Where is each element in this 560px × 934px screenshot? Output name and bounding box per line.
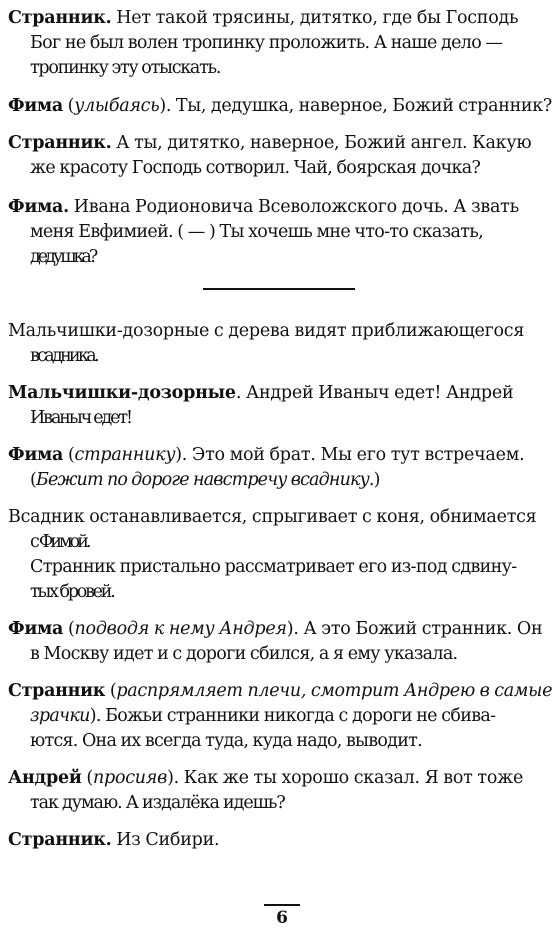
- text-segment: меня Евфимией. ( — ) Ты хочешь мне что-то сказать,: [30, 222, 483, 242]
- text-line: [8, 381, 552, 406]
- text-line: [8, 679, 552, 704]
- text-segment: Странник пристально рассматривает его из-под сдвину-: [30, 557, 517, 577]
- text-segment: ). Как же ты хорошо сказал. Я вот тоже: [167, 768, 524, 788]
- text-segment: с Фимой.: [30, 532, 89, 552]
- text-segment: Иваныч едет!: [30, 408, 131, 428]
- dialogue-fima-4: [8, 617, 552, 667]
- text-line: [8, 6, 552, 31]
- stage-remark: Бежит по дороге навстречу всаднику.: [35, 470, 374, 490]
- text-line: [8, 617, 552, 642]
- text-segment: (: [62, 96, 75, 116]
- text-line: [8, 344, 552, 369]
- speaker-name: Фима: [8, 96, 63, 116]
- text-line: [8, 505, 552, 530]
- text-line: [8, 31, 552, 56]
- text-line: [8, 530, 552, 555]
- dialogue-fima-3: [8, 443, 552, 493]
- text-segment: (: [63, 445, 75, 465]
- text-line: [8, 555, 552, 580]
- text-segment: тропинку эту отыскать.: [30, 58, 221, 78]
- text-segment: тых бровей.: [30, 582, 114, 602]
- text-segment: в Москву идет и с дороги сбился, а я ему указала.: [30, 644, 458, 664]
- text-segment: . Андрей Иваныч едет! Андрей: [235, 383, 514, 403]
- text-segment: ): [373, 470, 380, 490]
- text-segment: Нет такой трясины, дитятко, где бы Господь: [111, 8, 519, 28]
- section-divider: [203, 288, 355, 290]
- text-line: [8, 131, 552, 156]
- text-line: [8, 766, 552, 791]
- speaker-name: Странник: [8, 681, 106, 701]
- text-segment: Ивана Родионовича Всеволожского дочь. А звать: [68, 197, 519, 217]
- speaker-name: Странник.: [8, 8, 112, 28]
- dialogue-andrey: [8, 766, 552, 816]
- text-segment: А ты, дитятко, наверное, Божий ангел. Какую: [111, 133, 532, 153]
- text-line: [8, 791, 552, 816]
- text-segment: Бог не был волен тропинку проложить. А наше дело —: [30, 33, 503, 53]
- text-segment: Мальчишки-дозорные с дерева видят приближающегося: [8, 321, 525, 341]
- stage-remark: распрямляет плечи, смотрит Андрею в самые: [116, 681, 553, 701]
- text-segment: ). Ты, дедушка, наверное, Божий странник?: [159, 96, 552, 116]
- text-line: [8, 56, 552, 81]
- text-line: [8, 94, 552, 119]
- speaker-name: Фима.: [8, 197, 69, 217]
- stage-remark: зрачки: [30, 706, 90, 726]
- dialogue-strannik-4: [8, 828, 552, 853]
- text-line: [8, 729, 552, 754]
- text-segment: (: [30, 470, 36, 490]
- text-segment: же красоту Господь сотворил. Чай, боярская дочка?: [30, 158, 481, 178]
- text-segment: (: [63, 619, 75, 639]
- text-line: [8, 468, 552, 493]
- speaker-name: Фима: [8, 445, 64, 465]
- stage-direction-2: [8, 505, 552, 605]
- text-segment: всадника.: [30, 346, 97, 366]
- text-segment: ). Божьи странники никогда с дороги не сбива-: [89, 706, 496, 726]
- speaker-name: Странник.: [8, 830, 112, 850]
- page-number: 6: [276, 908, 288, 928]
- dialogue-fima-2: [8, 195, 552, 270]
- text-segment: Всадник останавливается, спрыгивает с коня, обнимается: [8, 507, 537, 527]
- text-line: [8, 642, 552, 667]
- dialogue-fima-1: [8, 94, 552, 119]
- text-segment: (: [81, 768, 93, 788]
- text-line: [8, 245, 552, 270]
- page-number-rule: [264, 904, 300, 906]
- speaker-name: Странник.: [8, 133, 112, 153]
- text-line: [8, 156, 552, 181]
- stage-remark: подводя к нему Андрея: [74, 619, 287, 639]
- speaker-name: Мальчишки-дозорные: [8, 383, 236, 403]
- text-segment: так думаю. А издалёка идешь?: [30, 793, 285, 813]
- stage-remark: просияв: [92, 768, 168, 788]
- text-line: [8, 195, 552, 220]
- text-line: [8, 828, 552, 853]
- text-segment: ). А это Божий странник. Он: [286, 619, 543, 639]
- dialogue-strannik-3: [8, 679, 552, 754]
- stage-remark: улыбаясь: [74, 96, 160, 116]
- speaker-name: Андрей: [8, 768, 82, 788]
- dialogue-boys: [8, 381, 552, 431]
- speaker-name: Фима: [8, 619, 64, 639]
- text-line: [8, 704, 552, 729]
- text-line: [8, 580, 552, 605]
- stage-direction-1: [8, 319, 552, 369]
- dialogue-strannik-1: [8, 6, 552, 81]
- text-line: [8, 220, 552, 245]
- text-line: [8, 406, 552, 431]
- text-segment: Из Сибири.: [111, 830, 220, 850]
- text-segment: (: [105, 681, 117, 701]
- text-segment: ются. Она их всегда туда, куда надо, выводит.: [30, 731, 422, 751]
- text-line: [8, 443, 552, 468]
- dialogue-strannik-2: [8, 131, 552, 181]
- text-segment: дедушка?: [30, 247, 96, 267]
- stage-remark: страннику: [74, 445, 176, 465]
- text-segment: ). Это мой брат. Мы его тут встречаем.: [175, 445, 525, 465]
- text-line: [8, 319, 552, 344]
